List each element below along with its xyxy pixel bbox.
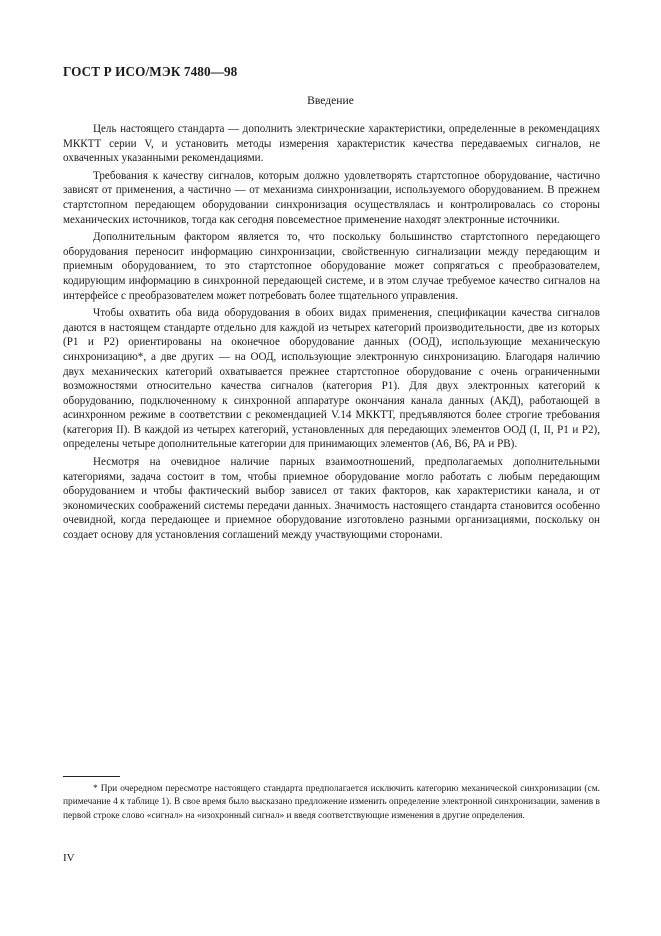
page-number: IV xyxy=(63,852,75,864)
paragraph: Чтобы охватить оба вида оборудования в обоих видах применения, спецификации качества сигналов даются в настоящем стандарте отдельно для каждой из четырех категорий производительности, две из которых (Р1 и Р2) ориентированы на оконечное оборудование данных (ООД), использующие механическую синхронизацию*, а две других — на ООД, использующие электронную синхронизацию. Благодаря наличию двух механических категорий охватывается прежнее стартстопное оборудование с очень ограниченными возможностями относительно качества сигналов (категория Р1). Для двух электронных категорий к оборудованию, подключенному к синхронной аппаратуре окончания канала данных (АКД), работающей в асинхронном режиме в соответствии с рекомендацией V.14 МККТТ, предъявляются более строгие требования (категория II). В каждой из четырех категорий, установленных для передающих элементов ООД (I, II, Р1 и Р2), определены четыре дополнительные категории для принимающих элементов (А6, В6, РА и РВ). xyxy=(63,307,600,451)
paragraph: Требования к качеству сигналов, которым должно удовлетворять стартстопное оборудование, частично зависят от применения, а частично — от механизма синхронизации, используемого оборудованием. В прежнем стартстопном передающем оборудовании синхронизация осуществлялась и контролировалась со стороны механических источников, тогда как сегодня повсеместное применение находят электронные источники. xyxy=(63,169,600,226)
paragraph: Дополнительным фактором является то, что поскольку большинство стартстопного передающего оборудования переносит информацию синхронизации, свойственную сигнализации между передающим и приемным оборудованием, то это стартстопное оборудование может сопрягаться с преобразователем, кодирующим информацию в синхронной передающей системе, и в этом случае требуемое качество сигналов на интерфейсе с преобразователем может потребовать более тщательного управления. xyxy=(63,231,600,302)
paragraph: Несмотря на очевидное наличие парных взаимоотношений, предполагаемых дополнительными категориями, задача состоит в том, чтобы приемное оборудование могло работать с любым передающим оборудованием и чтобы фактический выбор зависел от таких факторов, как характеристики канала, и от экономических соображений системы передачи данных. Значимость настоящего стандарта становится особенно очевидной, когда передающее и приемное оборудование изготовлено разными организациями, поскольку он создает основу для установления соглашений между участвующими сторонами. xyxy=(63,456,600,542)
paragraph: Цель настоящего стандарта — дополнить электрические характеристики, определенные в рекомендациях МККТТ серии V, и установить методы измерения характеристик качества передаваемых сигналов, не охваченных указанными рекомендациями. xyxy=(63,123,600,165)
footnote-divider xyxy=(63,776,120,777)
section-title: Введение xyxy=(307,94,354,107)
body-text xyxy=(63,122,600,546)
footnote: * При очередном пересмотре настоящего стандарта предполагается исключить категорию механической синхронизации (см. примечание 4 к таблице 1). В свое время было высказано предложение изменить определение электронной синхронизации, заменив в первой строке слово «сигнал» на «изохронный сигнал» и введя соответствующие изменения в другие определения. xyxy=(63,784,600,821)
document-header: ГОСТ Р ИСО/МЭК 7480—98 xyxy=(63,64,238,79)
